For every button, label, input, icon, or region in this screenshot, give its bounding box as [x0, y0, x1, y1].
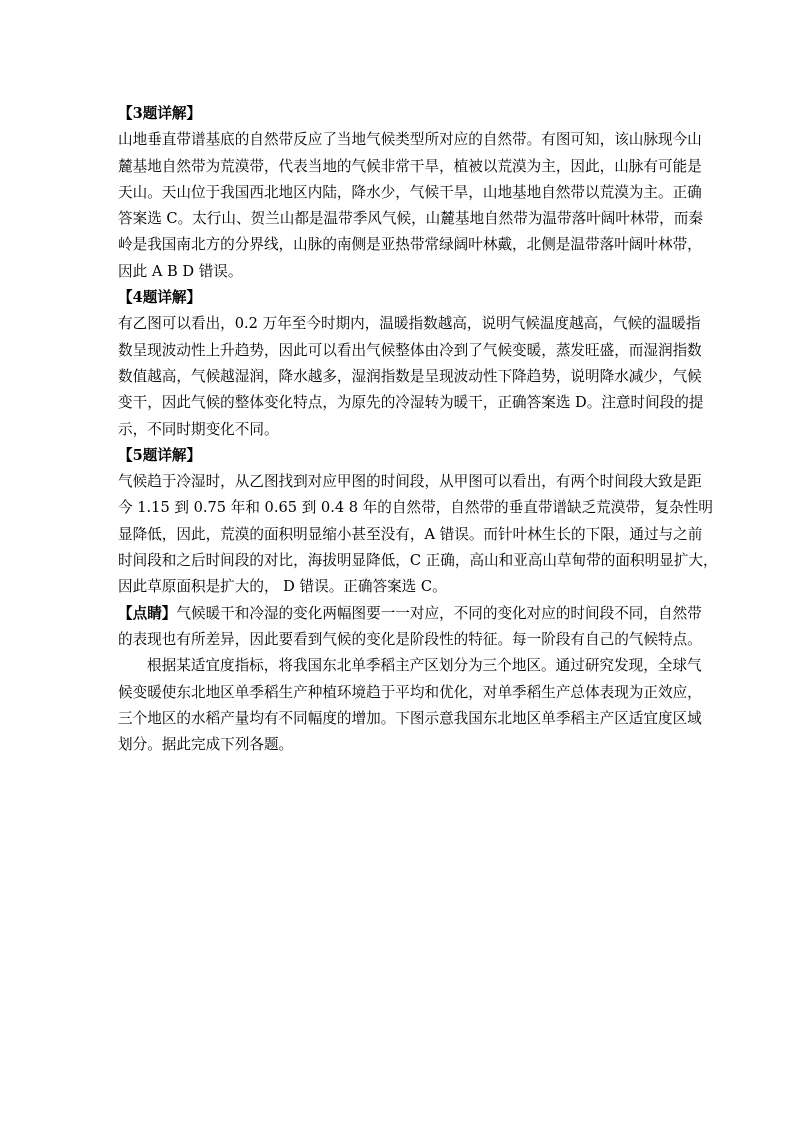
question-intro — [118, 653, 702, 758]
section-q3 — [118, 101, 702, 285]
intro-line-4: 划分。据此完成下列各题。 — [118, 736, 294, 754]
section-heading-q4: 【4题详解】 — [118, 289, 202, 307]
q4-line-3: 数值越高，气候越湿润，降水越多，湿润指数是呈现波动性下降趋势，说明降水减少，气候 — [118, 367, 702, 385]
document-body — [118, 101, 718, 758]
q3-line-2: 麓基地自然带为荒漠带，代表当地的气候非常干旱，植被以荒漠为主，因此，山脉有可能是 — [118, 157, 702, 175]
q5-line-1: 气候趋于冷湿时，从乙图找到对应甲图的时间段，从甲图可以看出，有两个时间段大致是距 — [118, 473, 702, 491]
intro-line-2: 候变暖使东北地区单季稻生产种植环境趋于平均和优化，对单季稻生产总体表现为正效应， — [118, 683, 702, 701]
q4-line-2: 数呈现波动性上升趋势，因此可以看出气候整体由冷到了气候变暖，蒸发旺盛，而湿润指数 — [118, 341, 702, 359]
key-point-line-2: 的表现也有所差异，因此要看到气候的变化是阶段性的特征。每一阶段有自己的气候特点。 — [118, 630, 702, 648]
q4-line-1: 有乙图可以看出，0.2 万年至今时期内，温暖指数越高，说明气候温度越高，气候的温暖指 — [118, 315, 701, 333]
intro-line-3: 三个地区的水稻产量均有不同幅度的增加。下图示意我国东北地区单季稻主产区适宜度区域 — [118, 709, 702, 727]
q5-line-3: 显降低，因此，荒漠的面积明显缩小甚至没有，A 错误。而针叶林生长的下限，通过与之前 — [118, 525, 703, 543]
section-key-point — [118, 601, 702, 654]
q5-line-5: 因此草原面积是扩大的， D 错误。正确答案选 C。 — [118, 578, 447, 596]
q4-line-5: 示，不同时期变化不同。 — [118, 420, 279, 438]
section-q5 — [118, 443, 718, 601]
section-heading-q5: 【5题详解】 — [118, 446, 202, 464]
q3-line-3: 天山。天山位于我国西北地区内陆，降水少，气候干旱，山地基地自然带以荒漠为主。正确 — [118, 183, 702, 201]
q3-line-1: 山地垂直带谱基底的自然带反应了当地气候类型所对应的自然带。有图可知，该山脉现今山 — [118, 131, 702, 149]
section-heading-q3: 【3题详解】 — [118, 105, 202, 122]
q3-line-6: 因此 A B D 错误。 — [118, 262, 243, 280]
section-heading-key-point: 【点睛】 — [118, 604, 177, 622]
q3-line-4: 答案选 C。太行山、贺兰山都是温带季风气候，山麓基地自然带为温带落叶阔叶林带，而秦 — [118, 210, 703, 228]
q5-line-4: 时间段和之后时间段的对比，海拔明显降低，C 正确，高山和亚高山草甸带的面积明显扩大， — [118, 552, 718, 570]
q4-line-4: 变干，因此气候的整体变化特点，为原先的冷湿转为暖干，正确答案选 D。注意时间段的提 — [118, 394, 704, 412]
q5-line-2: 今 1.15 到 0.75 年和 0.65 到 0.4 8 年的自然带，自然带的垂直带谱缺乏荒漠带，复杂性明 — [118, 499, 713, 517]
key-point-line-1 — [118, 601, 702, 627]
key-point-line-1-text: 气候暖干和冷湿的变化两幅图要一一对应，不同的变化对应的时间段不同，自然带 — [176, 604, 702, 622]
section-q4 — [118, 285, 702, 443]
q3-line-5: 岭是我国南北方的分界线，山脉的南侧是亚热带常绿阔叶林戴，北侧是温带落叶阔叶林带， — [118, 236, 702, 254]
intro-line-1: 根据某适宜度指标，将我国东北单季稻主产区划分为三个地区。通过研究发现，全球气 — [147, 657, 702, 675]
